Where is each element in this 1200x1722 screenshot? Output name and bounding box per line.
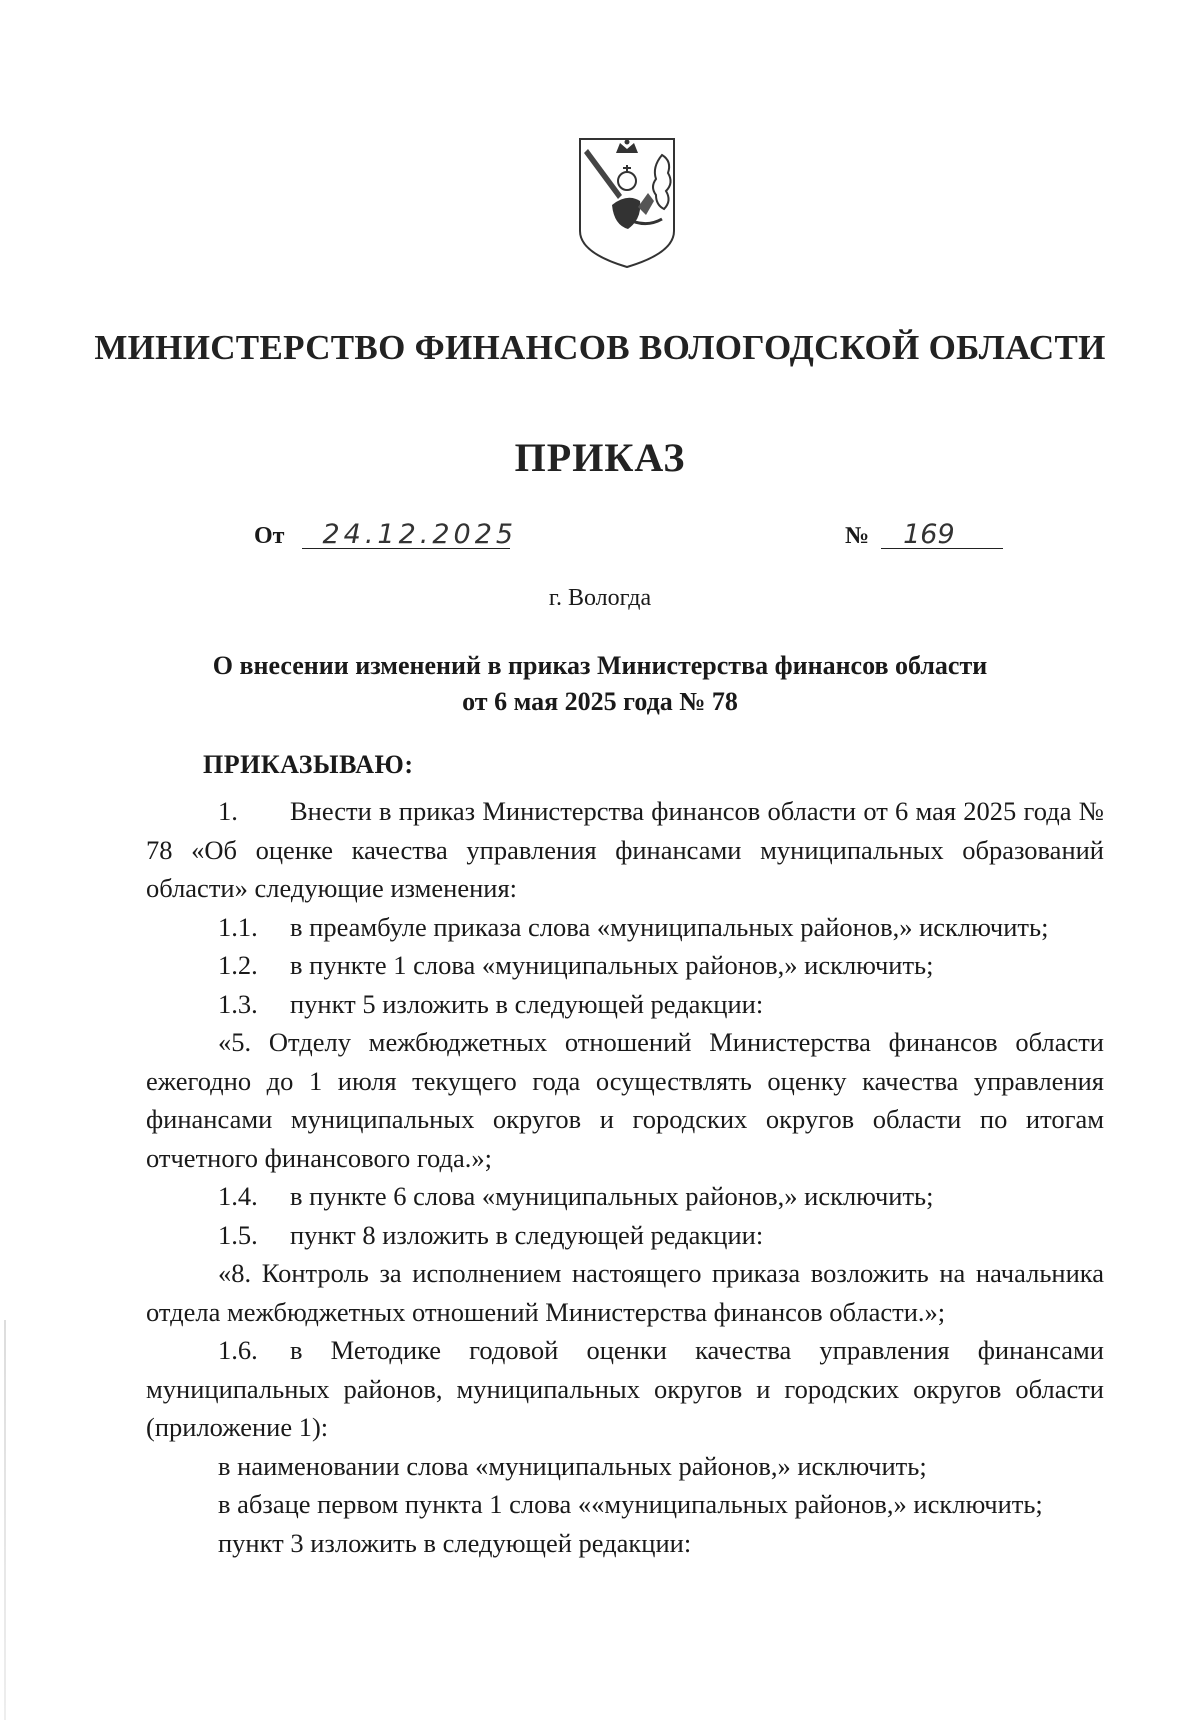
paragraph-text: «5. Отделу межбюджетных отношений Министерства финансов области ежегодно до 1 июля текущего года осуществлять оценку качества управления финансами муниципальных округов и городских округов области по итогам отчетного финансового года.»;: [146, 1027, 1104, 1173]
paragraph-number: 1.4.: [218, 1181, 258, 1211]
paragraph: [146, 1331, 1104, 1447]
paragraph: [146, 1485, 1104, 1524]
paragraph: [146, 1177, 1104, 1216]
paragraph-text: в Методике годовой оценки качества управления финансами муниципальных районов, муниципальных округов и городских округов области (приложение 1):: [146, 1335, 1104, 1442]
paragraph-text: пункт 3 изложить в следующей редакции:: [218, 1527, 692, 1558]
document-body: [146, 792, 1104, 1562]
paragraph-text: в пункте 1 слова «муниципальных районов,» исключить;: [290, 950, 934, 980]
paragraph: [146, 1023, 1104, 1177]
paragraph-text: в абзаце первом пункта 1 слова ««муниципальных районов,» исключить;: [218, 1489, 1043, 1519]
paragraph-number: 1.1.: [218, 911, 258, 942]
paragraph: [146, 792, 1104, 908]
paragraph: [146, 985, 1104, 1024]
paragraph-number: 1.2.: [218, 950, 258, 980]
paragraph: [146, 1524, 1104, 1563]
paragraph-number: 1.5.: [218, 1219, 258, 1250]
date-line: [254, 519, 518, 550]
handwritten-number: 169: [881, 522, 1003, 549]
paragraph-text: в пункте 6 слова «муниципальных районов,» исключить;: [290, 1181, 934, 1211]
paragraph: [146, 1254, 1104, 1331]
order-word: ПРИКАЗЫВАЮ:: [203, 750, 414, 779]
paragraph-text: в наименовании слова «муниципальных районов,» исключить;: [218, 1450, 927, 1481]
ministry-name: МИНИСТЕРСТВО ФИНАНСОВ ВОЛОГОДСКОЙ ОБЛАСТИ: [94, 328, 1106, 367]
subject-line-1: О внесении изменений в приказ Министерства финансов области: [212, 651, 988, 680]
paragraph-text: «8. Контроль за исполнением настоящего приказа возложить на начальника отдела межбюджетных отношений Министерства финансов области.»;: [146, 1258, 1104, 1327]
paragraph: [146, 1216, 1104, 1255]
paragraph: [146, 908, 1104, 947]
paragraph: [146, 946, 1104, 985]
paragraph: [146, 1447, 1104, 1486]
document-type-title: ПРИКАЗ: [514, 435, 686, 480]
city: г. Вологда: [548, 585, 652, 611]
paragraph-number: 1.3.: [218, 988, 258, 1019]
number-line: [845, 519, 1003, 550]
paragraph-text: Внести в приказ Министерства финансов области от 6 мая 2025 года № 78 «Об оценке качества управления финансами муниципальных образований области» следующие изменения:: [146, 796, 1104, 903]
paragraph-text: в преамбуле приказа слова «муниципальных районов,» исключить;: [290, 911, 1049, 942]
paragraph-number: 1.: [218, 796, 238, 826]
date-prefix: От: [254, 523, 285, 549]
scan-margin-mark: [4, 1320, 6, 1720]
paragraph-text: пункт 8 изложить в следующей редакции:: [290, 1219, 764, 1250]
subject-line-2: от 6 мая 2025 года № 78: [462, 687, 738, 716]
coat-of-arms-icon: [576, 135, 678, 271]
paragraph-number: 1.6.: [218, 1335, 258, 1365]
number-prefix: №: [845, 523, 870, 549]
paragraph-text: пункт 5 изложить в следующей редакции:: [290, 988, 764, 1019]
document-subject: [140, 648, 1060, 720]
handwritten-date: 24.12.2025: [302, 522, 510, 549]
